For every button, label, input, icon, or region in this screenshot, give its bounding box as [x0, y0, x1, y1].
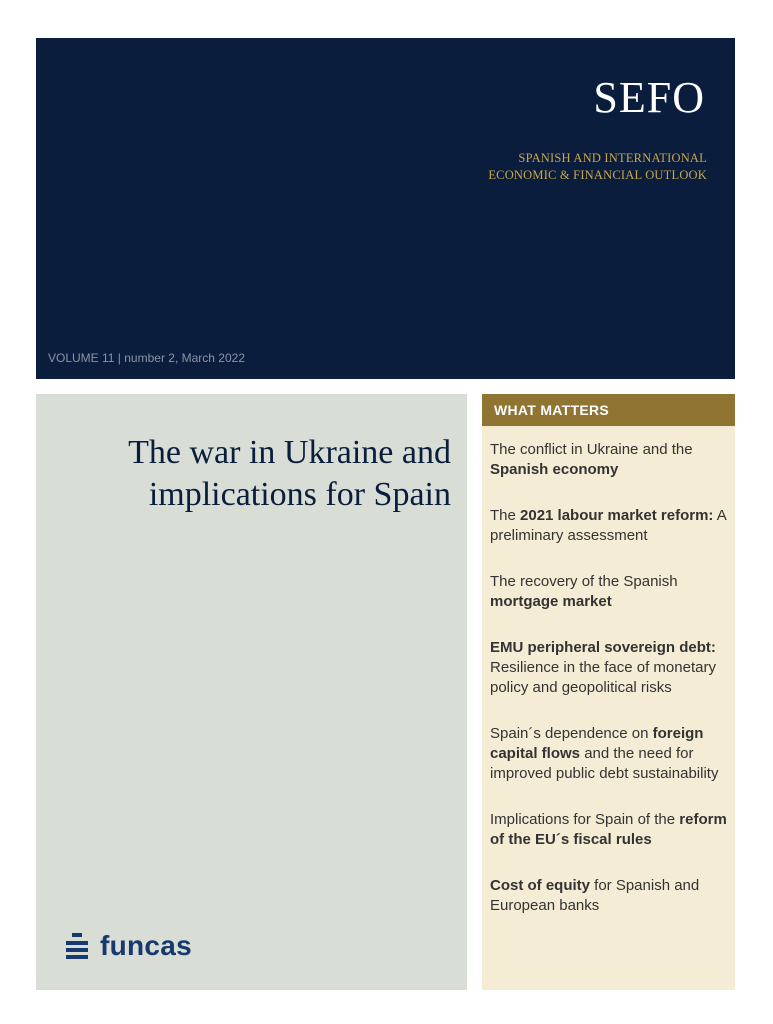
item-text-bold: reform of the EU´s fiscal rules	[490, 811, 727, 848]
what-matters-panel	[482, 394, 735, 990]
funcas-stripes-icon	[66, 933, 88, 959]
what-matters-header: WHAT MATTERS	[482, 394, 735, 426]
item-text-bold: foreign capital flows	[490, 725, 704, 762]
what-matters-item	[490, 572, 735, 612]
header-banner	[36, 38, 735, 379]
what-matters-item	[490, 810, 735, 850]
item-text: for Spanish and European banks	[490, 877, 700, 914]
sefo-logo: SEFO	[593, 73, 705, 122]
what-matters-item	[490, 876, 735, 916]
item-text: Resilience in the face of monetary policy and geopolitical risks	[490, 659, 716, 696]
what-matters-list	[482, 426, 735, 916]
item-text: The	[490, 507, 521, 524]
what-matters-item	[490, 724, 735, 784]
item-text: A preliminary assessment	[490, 507, 726, 544]
cover-title: The war in Ukraine and implications for Spain	[128, 434, 451, 513]
what-matters-item	[490, 638, 735, 698]
item-text-bold: mortgage market	[490, 593, 612, 610]
what-matters-item	[490, 506, 735, 546]
item-text-bold: Cost of equity	[490, 877, 590, 894]
publication-subtitle: SPANISH AND INTERNATIONAL ECONOMIC & FINANCIAL OUTLOOK	[488, 151, 707, 182]
item-text: The conflict in Ukraine and the	[490, 441, 693, 458]
item-text: and the need for improved public debt sustainability	[490, 745, 719, 782]
cover-panel	[36, 394, 467, 990]
item-text-bold: Spanish economy	[490, 461, 619, 478]
item-text: The recovery of the Spanish	[490, 573, 678, 590]
item-text-bold: 2021 labour market reform:	[520, 507, 714, 524]
funcas-wordmark: funcas	[100, 930, 193, 961]
item-text: Spain´s dependence on	[490, 725, 653, 742]
funcas-logo	[66, 930, 192, 962]
volume-info: VOLUME 11 | number 2, March 2022	[48, 351, 245, 365]
item-text-bold: EMU peripheral sovereign debt:	[490, 639, 716, 656]
item-text: Implications for Spain of the	[490, 811, 680, 828]
what-matters-item	[490, 440, 735, 480]
